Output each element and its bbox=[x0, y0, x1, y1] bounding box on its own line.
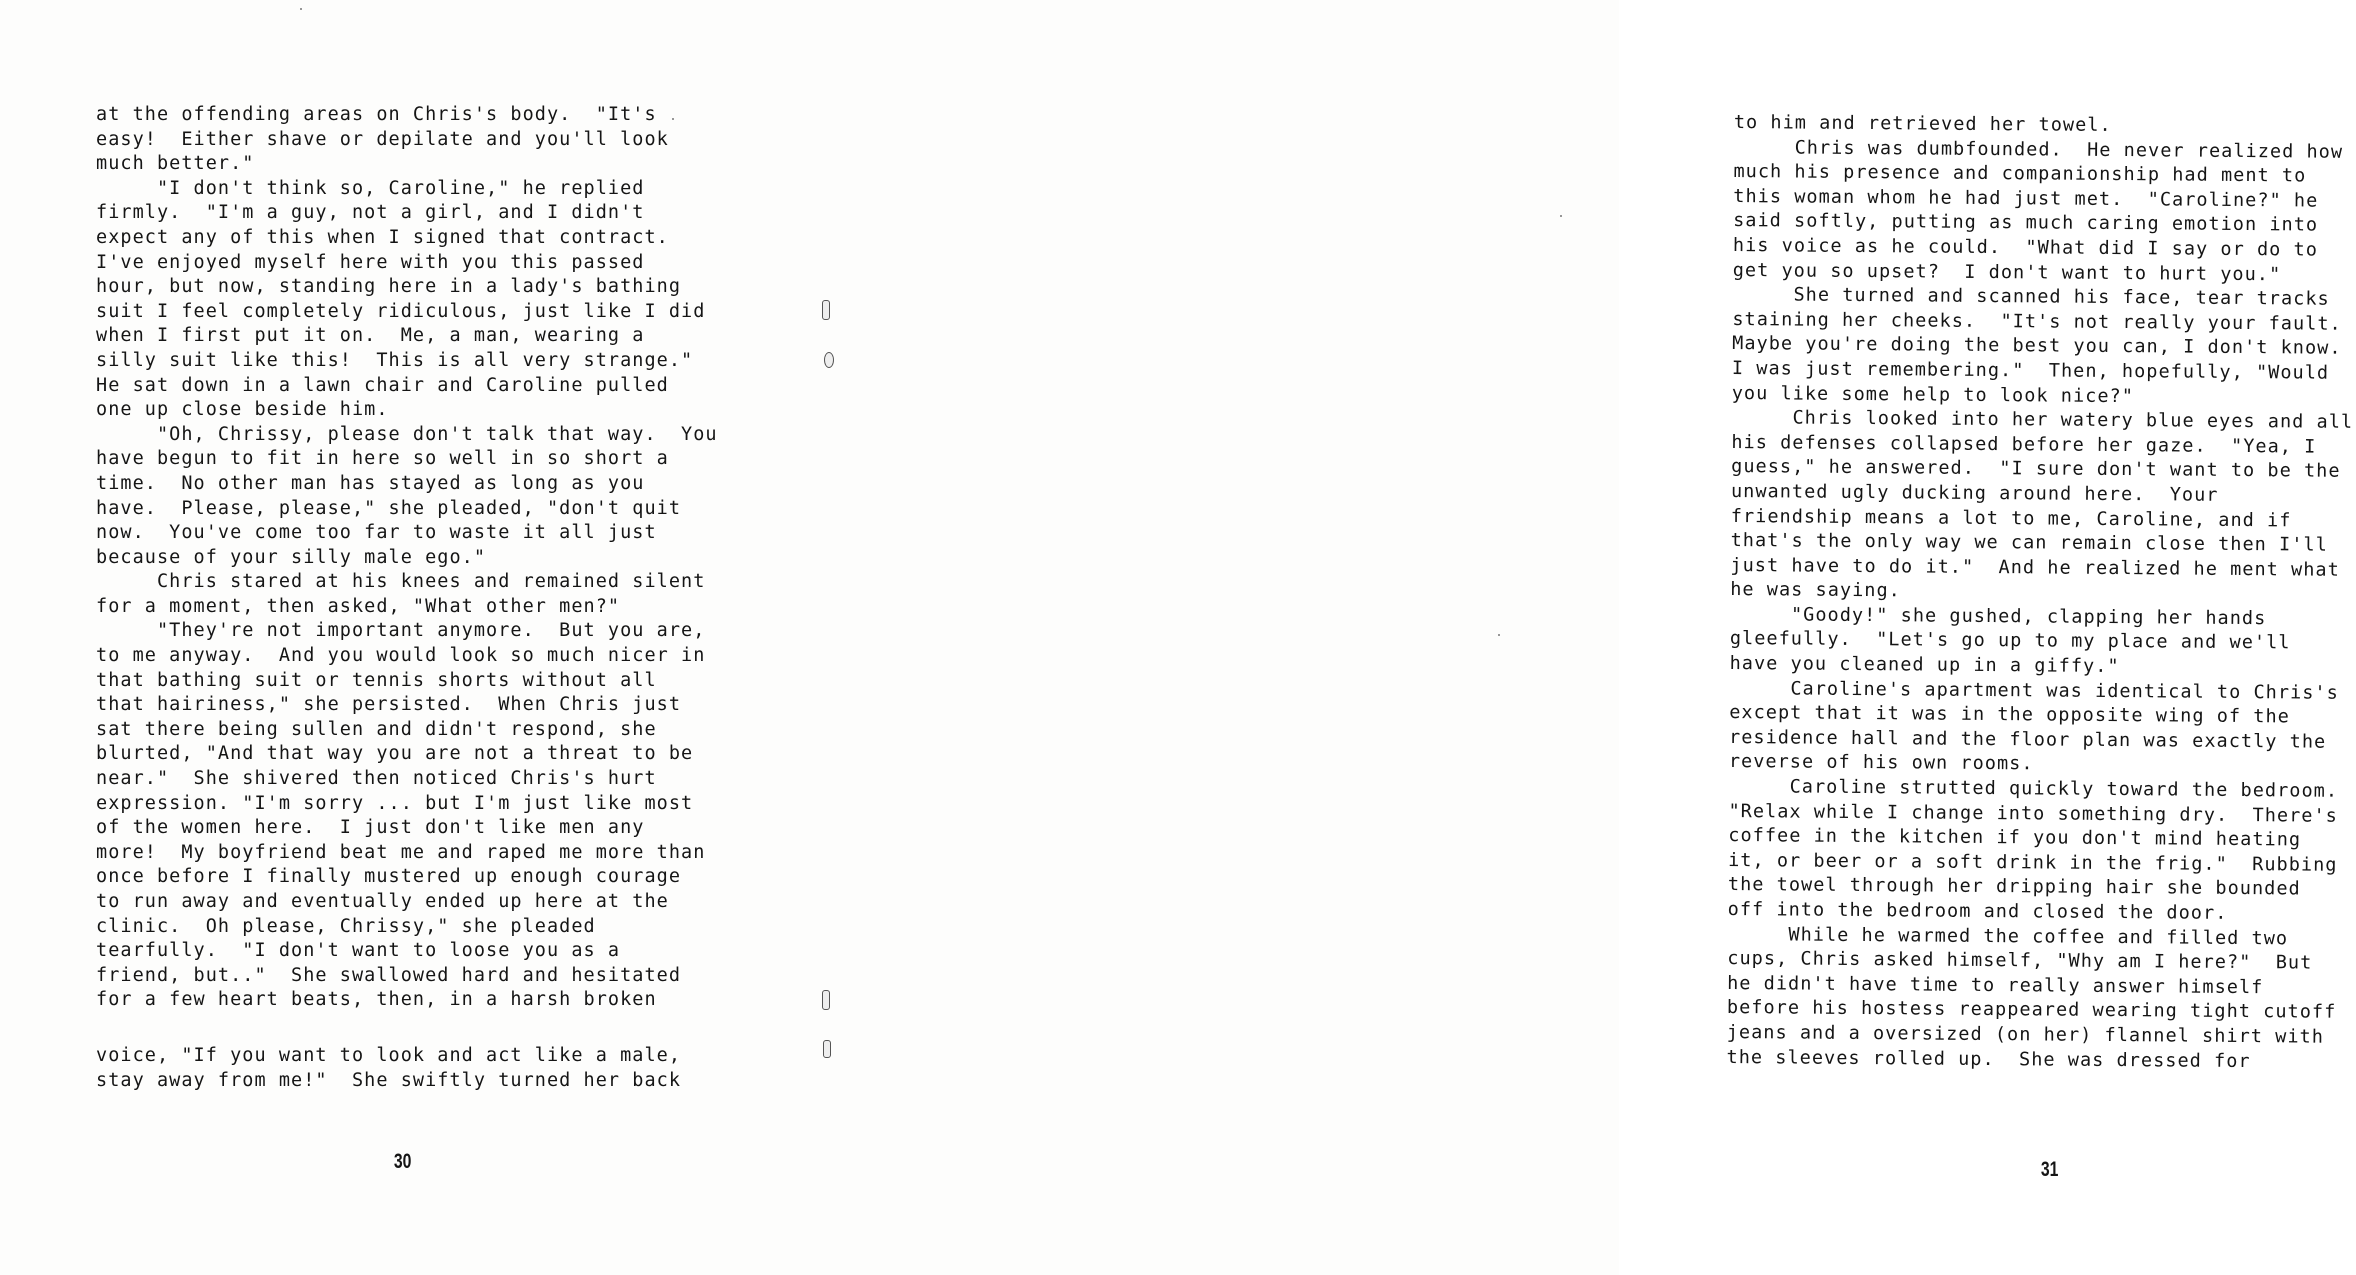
text-line: gleefully. "Let's go up to my place and we'll bbox=[1729, 628, 2291, 654]
text-line: "They're not important anymore. But you are, bbox=[96, 620, 706, 642]
text-line: Chris was dumbfounded. He never realized how bbox=[1733, 136, 2344, 163]
left-page bbox=[0, 0, 810, 1275]
text-line: friendship means a lot to me, Caroline, and if bbox=[1730, 505, 2292, 531]
text-line: except that it was in the opposite wing of the bbox=[1729, 702, 2290, 728]
right-page bbox=[810, 0, 2354, 1275]
text-line: Chris stared at his knees and remained silent bbox=[96, 571, 706, 593]
text-line: that's the only way we can remain close then I'll bbox=[1730, 530, 2328, 556]
text-line: near." She shivered then noticed Chris's hurt bbox=[96, 768, 657, 790]
text-line: suit I feel completely ridiculous, just like I did bbox=[96, 300, 706, 322]
text-line: off into the bedroom and closed the door. bbox=[1727, 898, 2228, 924]
text-line: have you cleaned up in a giffy." bbox=[1729, 653, 2120, 678]
text-line: silly suit like this! This is all very strange." bbox=[96, 349, 694, 371]
text-line: residence hall and the floor plan was exactly the bbox=[1728, 726, 2327, 753]
text-line: that bathing suit or tennis shorts without all bbox=[96, 669, 657, 691]
text-line: clinic. Oh please, Chrissy," she pleaded bbox=[96, 915, 596, 937]
page-number-left: 30 bbox=[393, 1150, 412, 1173]
paper-speck bbox=[672, 118, 674, 120]
text-line: reverse of his own rooms. bbox=[1728, 751, 2034, 775]
text-line: easy! Either shave or depilate and you'll look bbox=[96, 128, 669, 150]
text-line: expect any of this when I signed that contract. bbox=[96, 226, 669, 248]
text-line: before his hostess reappeared wearing tight cutoff bbox=[1726, 997, 2337, 1024]
text-line: unwanted ugly ducking around here. Your bbox=[1730, 480, 2219, 506]
text-line: voice, "If you want to look and act like a male, bbox=[96, 1045, 682, 1066]
text-line: tearfully. "I don't want to loose you as a bbox=[96, 940, 621, 962]
text-line: for a few heart beats, then, in a harsh broken bbox=[96, 989, 657, 1011]
text-line: much his presence and companionship had ment to bbox=[1733, 161, 2307, 187]
text-line: firmly. "I'm a guy, not a girl, and I didn't bbox=[96, 202, 645, 224]
text-line: of the women here. I just don't like men any bbox=[96, 817, 645, 839]
text-line: once before I finally mustered up enough courage bbox=[96, 866, 682, 888]
text-line: you like some help to look nice?" bbox=[1731, 382, 2135, 407]
text-line: guess," he answered. "I sure don't want to be the bbox=[1731, 456, 2341, 483]
text-line: Maybe you're doing the best you can, I don't know. bbox=[1732, 333, 2342, 360]
text-line: I was just remembering." Then, hopefully, "Would bbox=[1731, 357, 2330, 384]
text-line: jeans and a oversized (on her) flannel shirt with bbox=[1726, 1021, 2325, 1048]
text-line: Caroline's apartment was identical to Chris's bbox=[1729, 677, 2339, 704]
text-line: staining her cheeks. "It's not really your fault. bbox=[1732, 308, 2342, 335]
text-line: it, or beer or a soft drink in the frig." Rubbing bbox=[1728, 849, 2338, 876]
text-line: time. No other man has stayed as long as you bbox=[96, 472, 645, 494]
text-line: have begun to fit in here so well in so short a bbox=[96, 448, 669, 470]
text-line: this woman whom he had just met. "Caroline?" he bbox=[1733, 185, 2319, 212]
text-line: He sat down in a lawn chair and Caroline pulled bbox=[96, 374, 669, 396]
text-line: to me anyway. And you would look so much nicer in bbox=[96, 645, 706, 667]
text-line: cups, Chris asked himself, "Why am I here?" But bbox=[1727, 948, 2313, 974]
paper-speck bbox=[300, 8, 302, 10]
text-line: sat there being sullen and didn't respond, she bbox=[96, 718, 657, 740]
text-line: While he warmed the coffee and filled two bbox=[1727, 923, 2289, 949]
text-line: "Goody!" she gushed, clapping her hands bbox=[1729, 603, 2267, 630]
text-line: the towel through her dripping hair she bounded bbox=[1727, 874, 2301, 900]
text-line: said softly, putting as much caring emotion into bbox=[1733, 210, 2319, 236]
text-line: just have to do it." And he realized he ment what bbox=[1730, 554, 2340, 581]
text-line: I've enjoyed myself here with you this passed bbox=[96, 251, 645, 273]
text-line: because of your silly male ego." bbox=[96, 546, 487, 568]
text-line: much better." bbox=[96, 153, 255, 175]
text-line: the sleeves rolled up. She was dressed for bbox=[1726, 1046, 2251, 1072]
text-line: he didn't have time to really answer himself bbox=[1727, 972, 2264, 998]
text-line: his voice as he could. "What did I say or do to bbox=[1732, 234, 2319, 261]
text-line: when I first put it on. Me, a man, wearing a bbox=[96, 325, 645, 347]
text-line: She turned and scanned his face, tear tracks bbox=[1732, 284, 2330, 310]
text-line: expression. "I'm sorry ... but I'm just like most bbox=[96, 792, 694, 814]
text-line: "Oh, Chrissy, please don't talk that way. You bbox=[96, 423, 718, 445]
text-line: stay away from me!" She swiftly turned her back bbox=[96, 1069, 682, 1091]
text-line: at the offending areas on Chris's body. "It's bbox=[96, 104, 657, 125]
right-page-text bbox=[1726, 111, 2355, 1075]
text-line: hour, but now, standing here in a lady's bathing bbox=[96, 276, 682, 298]
text-line: friend, but.." She swallowed hard and hesitated bbox=[96, 964, 682, 986]
text-line: blurted, "And that way you are not a threat to be bbox=[96, 743, 694, 765]
text-line: he was saying. bbox=[1730, 579, 1901, 602]
page-number-right: 31 bbox=[2040, 1158, 2059, 1181]
left-page-text-continued bbox=[96, 1044, 681, 1093]
text-line: Chris looked into her watery blue eyes and all bbox=[1731, 407, 2354, 433]
text-line: Caroline strutted quickly toward the bedroom. bbox=[1728, 776, 2339, 802]
text-line: coffee in the kitchen if you don't mind heating bbox=[1728, 825, 2302, 851]
text-line: his defenses collapsed before her gaze. "Yea, I bbox=[1731, 431, 2317, 458]
text-line: more! My boyfriend beat me and raped me more than bbox=[96, 841, 706, 863]
text-line: now. You've come too far to waste it all just bbox=[96, 522, 657, 544]
left-page-text bbox=[96, 103, 718, 1013]
text-line: get you so upset? I don't want to hurt you." bbox=[1732, 259, 2282, 285]
text-line: "Relax while I change into something dry. There's bbox=[1728, 800, 2338, 827]
text-line: "I don't think so, Caroline," he replied bbox=[96, 177, 645, 199]
text-line: one up close beside him. bbox=[96, 399, 389, 421]
text-line: have. Please, please," she pleaded, "don't quit bbox=[96, 497, 682, 519]
text-line: that hairiness," she persisted. When Chris just bbox=[96, 694, 682, 716]
text-line: to run away and eventually ended up here at the bbox=[96, 891, 669, 912]
text-line: to him and retrieved her towel. bbox=[1733, 111, 2112, 136]
text-line: for a moment, then asked, "What other men?" bbox=[96, 595, 621, 617]
